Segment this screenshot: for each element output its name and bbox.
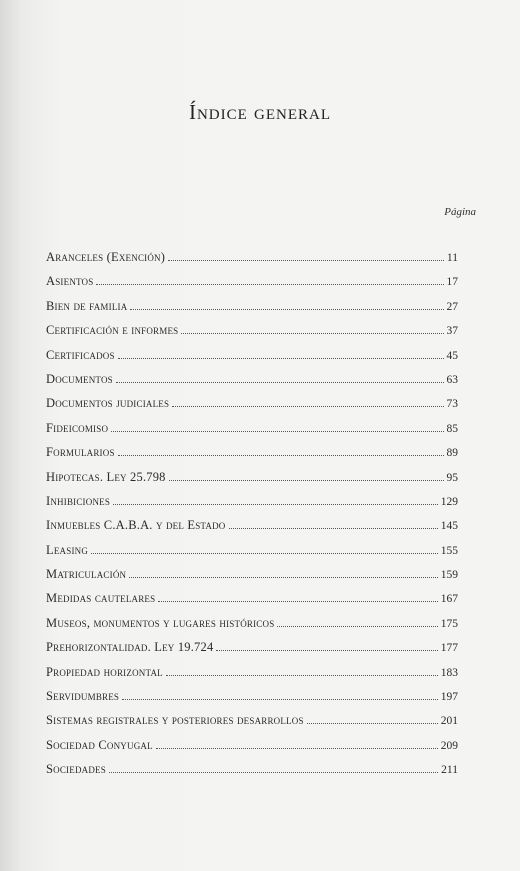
toc-entry-page-number: 145 [440,520,458,533]
toc-entry-label: Medidas cautelares [46,591,156,606]
toc-entry-label: Certificación e informes [46,323,179,338]
toc-entry-page-number: 95 [446,471,458,484]
toc-entry [46,419,458,443]
dot-leader [158,589,437,602]
dot-leader [118,346,444,359]
dot-leader [156,736,438,749]
toc-entry [46,736,458,760]
toc-entry-page-number: 175 [440,617,458,630]
toc-entry [46,687,458,711]
toc-entry-label: Prehorizontalidad. Ley 19.724 [46,640,214,655]
toc-entry-label: Matriculación [46,567,127,582]
dot-leader [168,248,444,261]
toc-entry-label: Asientos [46,274,94,289]
toc-entry-page-number: 155 [440,544,458,557]
toc-entry-label: Leasing [46,542,89,557]
toc-entry-label: Sociedad Conyugal [46,737,153,752]
toc-entry-page-number: 27 [446,300,458,313]
toc-entry [46,492,458,516]
dot-leader [113,492,438,505]
toc-entry [46,541,458,565]
toc-entry-label: Documentos [46,371,113,386]
toc-entry [46,663,458,687]
toc-entry-label: Bien de familia [46,298,128,313]
dot-leader [109,760,438,773]
dot-leader [118,443,444,456]
toc-entry-page-number: 197 [440,691,458,704]
toc-entry-page-number: 89 [446,447,458,460]
toc-entry [46,394,458,418]
toc-entry-page-number: 63 [446,373,458,386]
toc-entry-page-number: 17 [446,276,458,289]
toc-entry-page-number: 45 [446,349,458,362]
toc-entry [46,468,458,492]
toc-entry-label: Aranceles (Exención) [46,250,166,264]
toc-entry [46,614,458,638]
toc-entry [46,346,458,370]
toc-entry-page-number: 167 [440,593,458,606]
page-title: Índice general [188,100,332,124]
dot-leader [166,663,438,676]
toc-entry-label: Sociedades [46,762,106,777]
dot-leader [116,370,444,383]
dot-leader [91,541,438,554]
toc-entry-page-number: 73 [446,398,458,411]
toc-entry-page-number: 201 [440,715,458,728]
dot-leader [277,614,437,627]
toc-entry-label: Sistemas registrales y posteriores desarrollos [46,713,304,728]
toc-entry-label: Propiedad horizontal [46,664,163,679]
toc-entry [46,589,458,613]
toc-entry-page-number: 85 [446,422,458,435]
toc-entry-page-number: 159 [440,569,458,582]
toc-entry-page-number: 183 [440,666,458,679]
toc-entry-page-number: 37 [446,325,458,338]
toc-entry-label: Fideicomiso [46,420,109,435]
toc-entry-page-number: 129 [440,495,458,508]
toc-entry [46,370,458,394]
toc-entry [46,711,458,735]
toc-entry [46,297,458,321]
toc-entry-label: Hipotecas. Ley 25.798 [46,469,166,484]
toc-entry-page-number: 177 [440,642,458,655]
toc-entry [46,516,458,540]
toc-entry [46,638,458,662]
dot-leader [111,419,443,432]
toc-entry [46,443,458,467]
toc-entry-label: Formularios [46,445,115,460]
dot-leader [307,711,438,724]
toc-entry-page-number: 11 [446,252,458,264]
toc-entry [46,248,458,272]
dot-leader [172,394,443,407]
toc-entry [46,760,458,784]
toc-entry [46,272,458,296]
table-of-contents [46,248,458,785]
toc-entry-label: Inmuebles C.A.B.A. y del Estado [46,518,226,533]
toc-entry [46,321,458,345]
dot-leader [181,321,443,334]
dot-leader [129,565,438,578]
dot-leader [96,272,443,285]
dot-leader [169,468,444,481]
dot-leader [216,638,437,651]
toc-entry [46,565,458,589]
dot-leader [122,687,438,700]
toc-entry-page-number: 209 [440,739,458,752]
toc-entry-label: Inhibiciones [46,493,111,508]
page-column-label: Página [444,206,476,218]
toc-entry-label: Documentos judiciales [46,396,170,411]
toc-entry-page-number: 211 [441,764,458,777]
dot-leader [229,516,438,529]
toc-entry-label: Museos, monumentos y lugares históricos [46,615,275,630]
dot-leader [130,297,443,310]
toc-entry-label: Servidumbres [46,689,120,704]
toc-entry-label: Certificados [46,347,115,362]
